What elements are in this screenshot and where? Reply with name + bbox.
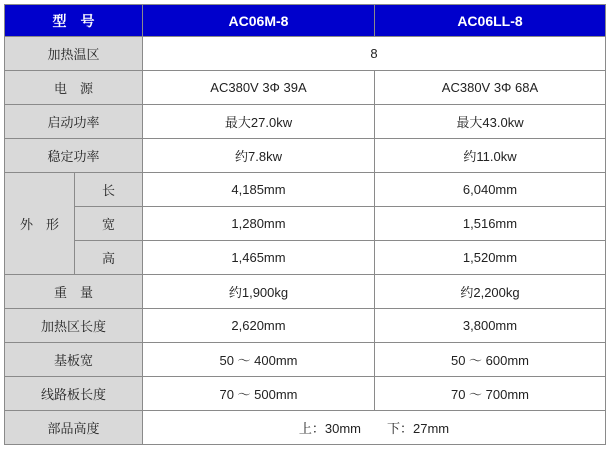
spec-table bbox=[4, 4, 606, 445]
header-model-a: AC06M-8 bbox=[143, 5, 375, 37]
value-width-a: 1,280mm bbox=[143, 207, 375, 241]
label-width: 宽 bbox=[75, 207, 143, 241]
label-length: 长 bbox=[75, 173, 143, 207]
value-height-a: 1,465mm bbox=[143, 241, 375, 275]
value-power-supply-a: AC380V 3Φ 39A bbox=[143, 71, 375, 105]
row-conveyor-length bbox=[5, 377, 606, 411]
spec-table-container bbox=[4, 4, 606, 445]
value-component-height-lower: 下：27mm bbox=[387, 421, 450, 436]
row-heating-length bbox=[5, 309, 606, 343]
label-power-supply: 电 源 bbox=[5, 71, 143, 105]
value-heating-length-b: 3,800mm bbox=[375, 309, 606, 343]
value-power-supply-b: AC380V 3Φ 68A bbox=[375, 71, 606, 105]
value-component-height-upper: 上：30mm bbox=[298, 421, 361, 436]
value-heating-zones: 8 bbox=[143, 37, 606, 71]
value-steady-power-a: 约7.8kw bbox=[143, 139, 375, 173]
label-conveyor-length: 线路板长度 bbox=[5, 377, 143, 411]
value-component-height bbox=[143, 411, 606, 445]
header-type-label: 型 号 bbox=[5, 5, 143, 37]
label-steady-power: 稳定功率 bbox=[5, 139, 143, 173]
row-weight bbox=[5, 275, 606, 309]
label-weight: 重 量 bbox=[5, 275, 143, 309]
value-width-b: 1,516mm bbox=[375, 207, 606, 241]
value-weight-a: 约1,900kg bbox=[143, 275, 375, 309]
label-component-height: 部品高度 bbox=[5, 411, 143, 445]
value-conveyor-length-a: 70 ～ 500mm bbox=[143, 377, 375, 411]
label-dimensions: 外 形 bbox=[5, 173, 75, 275]
row-heating-zones bbox=[5, 37, 606, 71]
row-component-height bbox=[5, 411, 606, 445]
value-startup-power-b: 最大43.0kw bbox=[375, 105, 606, 139]
label-heating-zones: 加热温区 bbox=[5, 37, 143, 71]
row-dimension-height bbox=[5, 241, 606, 275]
label-height: 高 bbox=[75, 241, 143, 275]
value-conveyor-length-b: 70 ～ 700mm bbox=[375, 377, 606, 411]
value-length-a: 4,185mm bbox=[143, 173, 375, 207]
value-weight-b: 约2,200kg bbox=[375, 275, 606, 309]
value-board-width-a: 50 ～ 400mm bbox=[143, 343, 375, 377]
row-board-width bbox=[5, 343, 606, 377]
value-length-b: 6,040mm bbox=[375, 173, 606, 207]
row-steady-power bbox=[5, 139, 606, 173]
value-height-b: 1,520mm bbox=[375, 241, 606, 275]
value-heating-length-a: 2,620mm bbox=[143, 309, 375, 343]
row-dimension-length bbox=[5, 173, 606, 207]
label-board-width: 基板宽 bbox=[5, 343, 143, 377]
label-heating-length: 加热区长度 bbox=[5, 309, 143, 343]
header-model-b: AC06LL-8 bbox=[375, 5, 606, 37]
row-dimension-width bbox=[5, 207, 606, 241]
value-steady-power-b: 约11.0kw bbox=[375, 139, 606, 173]
value-startup-power-a: 最大27.0kw bbox=[143, 105, 375, 139]
header-row bbox=[5, 5, 606, 37]
value-board-width-b: 50 ～ 600mm bbox=[375, 343, 606, 377]
label-startup-power: 启动功率 bbox=[5, 105, 143, 139]
row-startup-power bbox=[5, 105, 606, 139]
row-power-supply bbox=[5, 71, 606, 105]
